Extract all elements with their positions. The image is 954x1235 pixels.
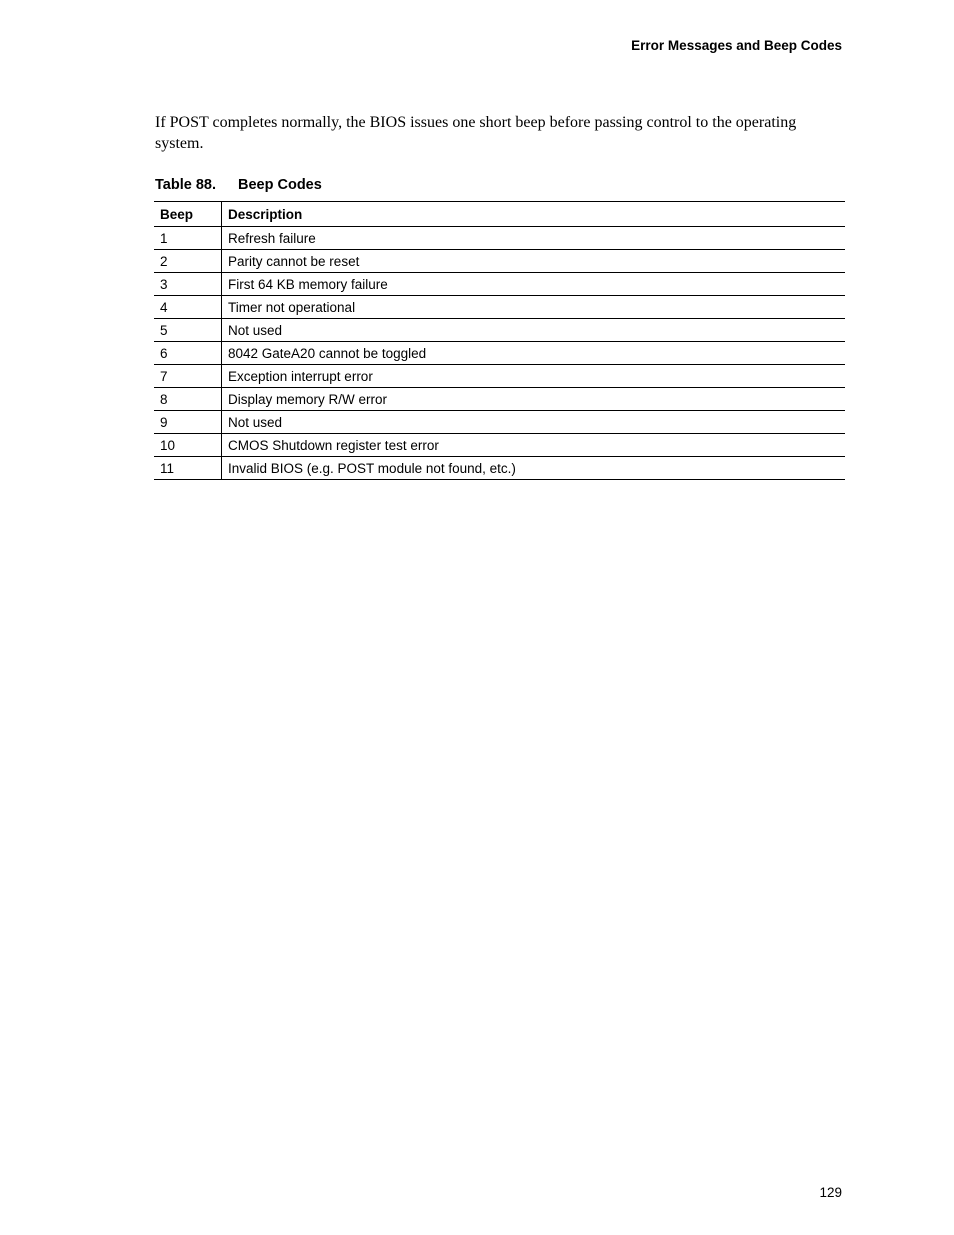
beep-cell: 4 (154, 296, 222, 319)
description-cell: Refresh failure (222, 227, 846, 250)
column-header-description: Description (222, 202, 846, 227)
beep-cell: 3 (154, 273, 222, 296)
description-cell: Timer not operational (222, 296, 846, 319)
page-number: 129 (819, 1185, 842, 1200)
intro-paragraph: If POST completes normally, the BIOS issues one short beep before passing control to the operating system. (155, 114, 797, 152)
description-cell: Invalid BIOS (e.g. POST module not found, etc.) (222, 457, 846, 480)
description-cell: Exception interrupt error (222, 365, 846, 388)
beep-cell: 1 (154, 227, 222, 250)
table-header-row (154, 202, 845, 227)
beep-cell: 9 (154, 411, 222, 434)
table-row (154, 342, 845, 365)
table-caption-number: Table 88. (155, 177, 216, 193)
beep-cell: 8 (154, 388, 222, 411)
table-row (154, 319, 845, 342)
description-cell: Parity cannot be reset (222, 250, 846, 273)
table-row (154, 411, 845, 434)
description-cell: CMOS Shutdown register test error (222, 434, 846, 457)
running-header: Error Messages and Beep Codes (631, 38, 842, 53)
table-row (154, 227, 845, 250)
beep-codes-table (154, 201, 845, 480)
table-row (154, 250, 845, 273)
column-header-beep: Beep (154, 202, 222, 227)
beep-cell: 2 (154, 250, 222, 273)
description-cell: Not used (222, 411, 846, 434)
table-caption (155, 177, 322, 193)
beep-cell: 6 (154, 342, 222, 365)
description-cell: 8042 GateA20 cannot be toggled (222, 342, 846, 365)
table-caption-title: Beep Codes (238, 177, 322, 193)
table-row (154, 273, 845, 296)
beep-cell: 11 (154, 457, 222, 480)
table-row (154, 434, 845, 457)
table-row (154, 296, 845, 319)
table-row (154, 365, 845, 388)
beep-cell: 10 (154, 434, 222, 457)
beep-cell: 7 (154, 365, 222, 388)
table-row (154, 457, 845, 480)
description-cell: First 64 KB memory failure (222, 273, 846, 296)
beep-cell: 5 (154, 319, 222, 342)
table-row (154, 388, 845, 411)
description-cell: Display memory R/W error (222, 388, 846, 411)
description-cell: Not used (222, 319, 846, 342)
